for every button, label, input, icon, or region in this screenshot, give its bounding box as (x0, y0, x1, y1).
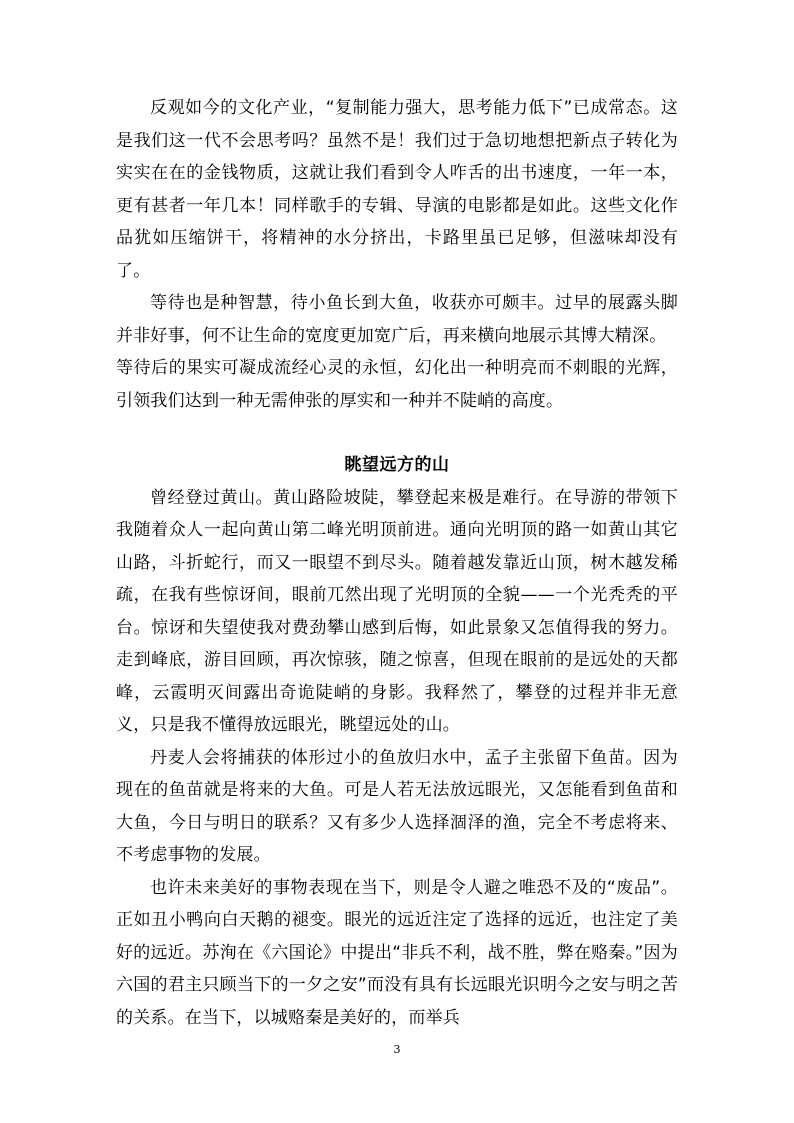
section-spacer (116, 417, 678, 449)
paragraph-small-fish: 丹麦人会将捕获的体形过小的鱼放归水中，孟子主张留下鱼苗。因为现在的鱼苗就是将来的大鱼。可是人若无法放远眼光，又怎能看到鱼苗和大鱼，今日与明日的联系？又有多少人选择涸泽的渔，完全不考虑将来、不考虑事物的发展。 (116, 747, 678, 865)
paragraph-culture-industry: 反观如今的文化产业，“复制能力强大，思考能力低下”已成常态。这是我们这一代不会思考吗？虽然不是！我们过于急切地想把新点子转化为实实在在的金钱物质，这就让我们看到令人咋舌的出书速度，一年一本，更有甚者一年几本！同样歌手的专辑、导演的电影都是如此。这些文化作品犹如压缩饼干，将精神的水分挤出，卡路里虽已足够，但滋味却没有了。 (116, 98, 678, 281)
essay-title: 眺望远方的山 (344, 455, 450, 475)
paragraph-huangshan: 曾经登过黄山。黄山路险坡陡，攀登起来极是难行。在导游的带领下我随着众人一起向黄山第二峰光明顶前进。通向光明顶的路一如黄山其它山路，斗折蛇行，而又一眼望不到尽头。随着越发靠近山顶，树木越发稀疏，在我有些惊讶间，眼前兀然出现了光明顶的全貌——一个光秃秃的平台。惊讶和失望使我对费劲攀山感到后悔，如此景象又怎值得我的努力。走到峰底，游目回顾，再次惊骇，随之惊喜，但现在眼前的是远处的天都峰，云霞明灭间露出奇诡陡峭的身影。我释然了，攀登的过程并非无意义，只是我不懂得放远眼光，眺望远处的山。 (116, 487, 678, 735)
paragraph-waiting-fruit: 等待后的果实可凝成流经心灵的永恒，幻化出一种明亮而不刺眼的光辉，引领我们达到一种无需伸张的厚实和一种并不陡峭的高度。 (116, 358, 678, 411)
page-number: 3 (393, 1043, 401, 1056)
paragraph-future-beauty: 也许未来美好的事物表现在当下，则是令人避之唯恐不及的“废品”。正如丑小鸭向白天鹅的褪变。眼光的远近注定了选择的远近，也注定了美好的远近。苏洵在《六国论》中提出“非兵不利，战不胜，弊在赂秦。”因为六国的君主只顾当下的一夕之安”而没有具有长远眼光识明今之安与明之苦的关系。在当下，以城赂秦是美好的，而举兵 (116, 877, 678, 1028)
page-content (116, 92, 678, 1034)
paragraph-waiting-wisdom: 等待也是种智慧，待小鱼长到大鱼，收获亦可颇丰。过早的展露头脚并非好事，何不让生命的宽度更加宽广后，再来横向地展示其博大精深。 (116, 293, 678, 346)
